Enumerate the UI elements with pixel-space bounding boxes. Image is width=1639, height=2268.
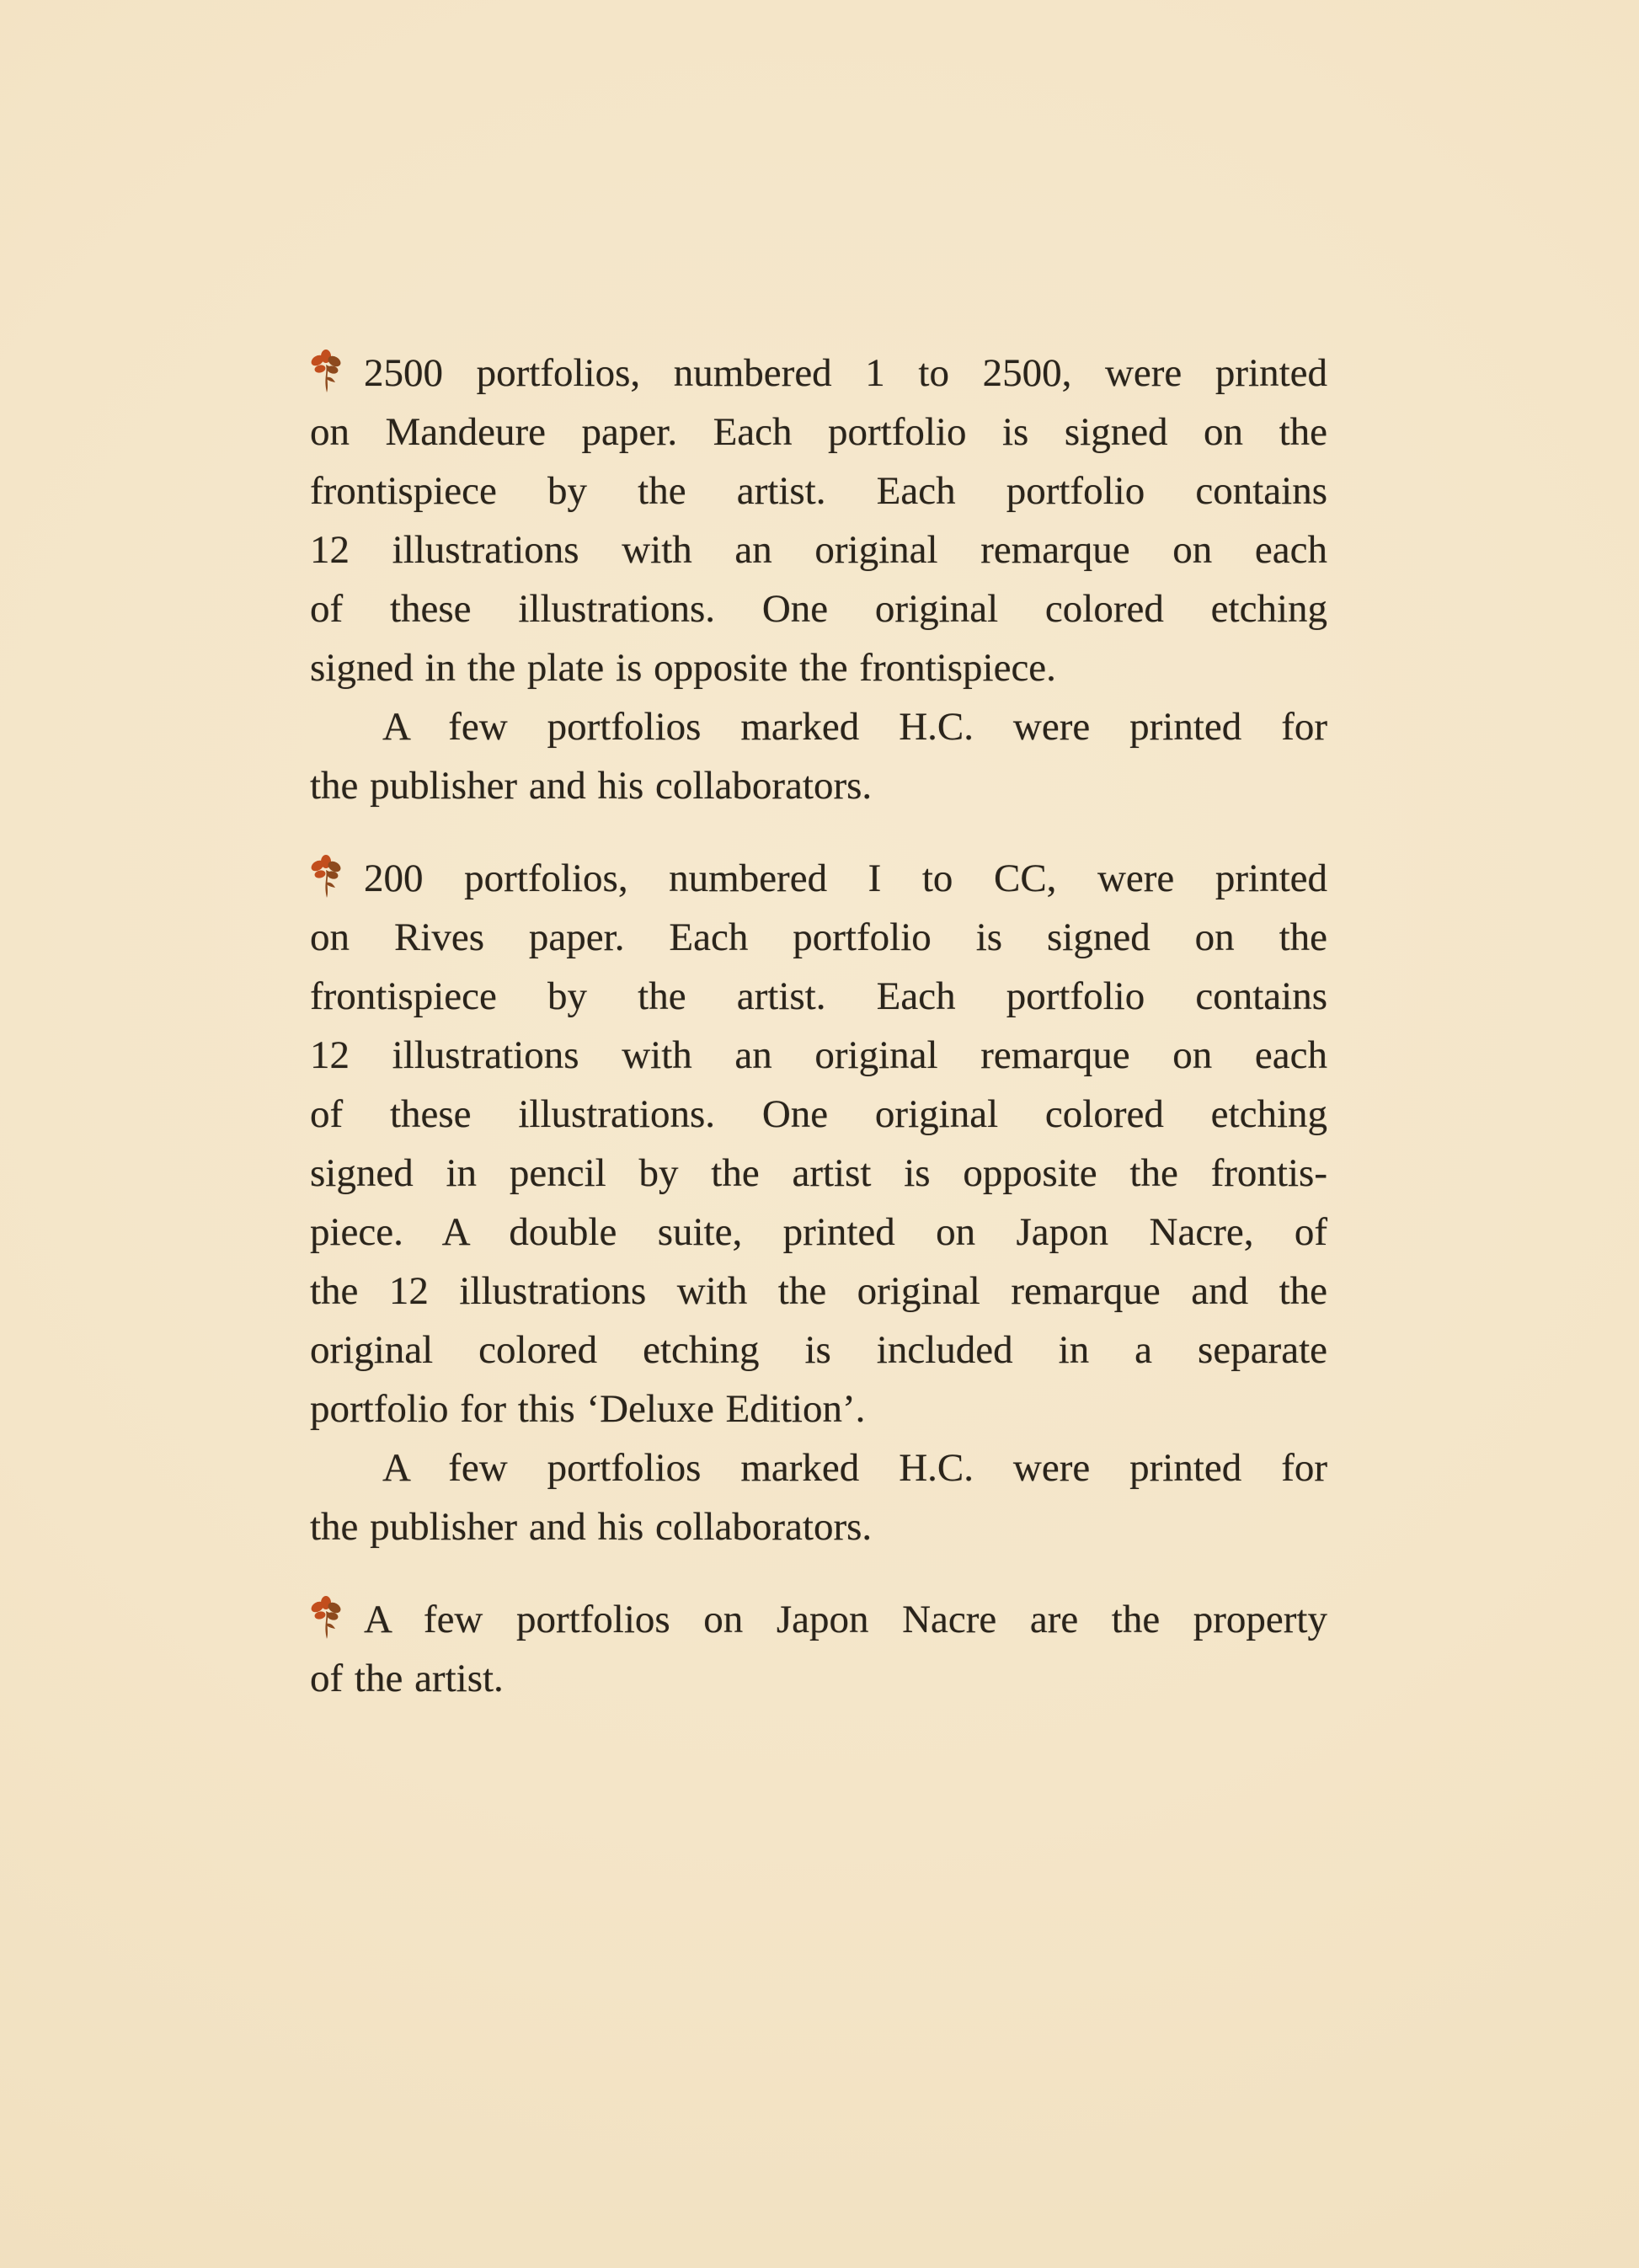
text-line: 12 illustrations with an original remarque on each (310, 528, 1327, 572)
text-line: the publisher and his collaborators. (310, 764, 873, 808)
paragraph (310, 344, 1327, 697)
text-line: the 12 illustrations with the original remarque and the (310, 1269, 1327, 1313)
text-line: A few portfolios marked H.C. were printed for (382, 705, 1327, 749)
line-text: 200 portfolios, numbered I to CC, were printed (364, 857, 1327, 900)
text-line: original colored etching is included in a separate (310, 1328, 1327, 1372)
text-line: signed in pencil by the artist is opposite the frontis- (310, 1151, 1327, 1195)
text-line: of the artist. (310, 1657, 504, 1700)
line-text: A few portfolios on Japon Nacre are the property (364, 1598, 1327, 1641)
section-japon-nacre (310, 1590, 1327, 1708)
text-line: A few portfolios marked H.C. were printed for (382, 1446, 1327, 1490)
text-line: frontispiece by the artist. Each portfolio contains (310, 469, 1327, 513)
paragraph (310, 1590, 1327, 1708)
text-block (310, 344, 1327, 1742)
fleuron-icon (310, 349, 344, 394)
text-line: of these illustrations. One original colored etching (310, 1092, 1327, 1136)
section-rives-edition (310, 849, 1327, 1556)
text-line: piece. A double suite, printed on Japon Nacre, of (310, 1210, 1327, 1254)
text-line: on Mandeure paper. Each portfolio is signed on the (310, 410, 1327, 454)
text-line (310, 344, 1327, 403)
text-line (310, 1590, 1327, 1649)
text-line: on Rives paper. Each portfolio is signed on the (310, 915, 1327, 959)
text-line: signed in the plate is opposite the frontispiece. (310, 646, 1056, 690)
note-paragraph (310, 1438, 1327, 1556)
line-text: 2500 portfolios, numbered 1 to 2500, were printed (364, 351, 1327, 395)
text-line: 12 illustrations with an original remarque on each (310, 1033, 1327, 1077)
note-paragraph (310, 697, 1327, 815)
fleuron-icon (310, 1595, 344, 1641)
text-line (310, 849, 1327, 908)
text-line: of these illustrations. One original colored etching (310, 587, 1327, 631)
fleuron-icon (310, 854, 344, 899)
text-line: portfolio for this ‘Deluxe Edition’. (310, 1387, 866, 1431)
text-line: the publisher and his collaborators. (310, 1505, 873, 1549)
text-line: frontispiece by the artist. Each portfolio contains (310, 974, 1327, 1018)
section-mandeure-edition (310, 344, 1327, 815)
paragraph (310, 849, 1327, 1438)
